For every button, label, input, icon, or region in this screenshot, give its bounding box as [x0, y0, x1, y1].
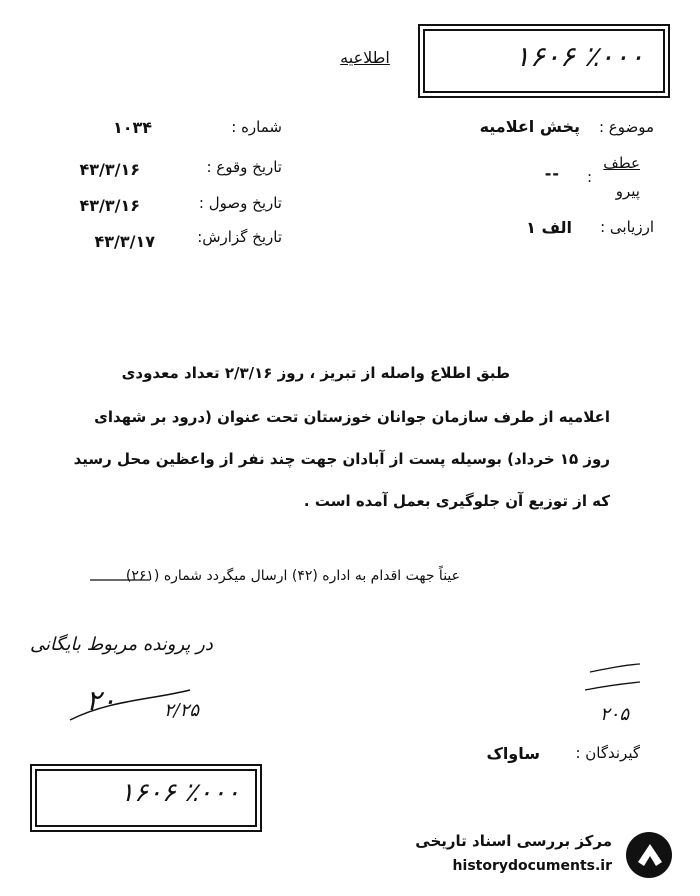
body-line-1: طبق اطلاع واصله از تبریز ، روز ۲/۳/۱۶ تعداد معدودی [121, 364, 510, 382]
recipients-value: ساواک [486, 744, 540, 763]
footer-logo [412, 824, 682, 886]
report-date-value: ۴۳/۳/۱۷ [94, 232, 155, 251]
body-line-4: که از توزیع آن جلوگیری بعمل آمده است . [303, 492, 610, 510]
recipients-label: گیرندگان : [575, 744, 640, 762]
body-line-3: روز ۱۵ خرداد) بوسیله پست از آبادان جهت چند نفر از واعظین محل رسید [73, 450, 610, 468]
reference-colon: : [586, 168, 592, 186]
assessment-label: ارزیابی : [600, 218, 654, 236]
handwritten-date: ۲/۲۵ [164, 700, 200, 721]
receipt-date-label: تاریخ وصول : [198, 194, 282, 212]
handwritten-archive-note: در پرونده مربوط بایگانی [30, 634, 213, 655]
forward-note: عیناً جهت اقدام به اداره (۴۲) ارسال میگردد شماره (۲۶۱) [125, 568, 460, 584]
handwritten-right-note: ۲۰۵ [600, 704, 630, 725]
bottom-stamp-text: ۱۶۰۶ ٪۰۰۰ [120, 778, 240, 808]
top-stamp-text: ۱۶۰۶ ٪۰۰۰ [514, 40, 644, 73]
body-line-2: اعلامیه از طرف سازمان جوانان خوزستان تحت عنوان (درود بر شهدای [94, 408, 610, 426]
event-date-label: تاریخ وقوع : [206, 158, 282, 176]
receipt-date-value: ۴۳/۳/۱۶ [79, 196, 140, 215]
event-date-value: ۴۳/۳/۱۶ [79, 160, 140, 179]
report-date-label: تاریخ گزارش: [197, 228, 282, 246]
handwritten-initial: ۲۰ [86, 684, 117, 717]
number-value: ۱۰۳۴ [112, 118, 152, 137]
document-title: اطلاعیه [340, 48, 390, 67]
logo-mark-icon [626, 832, 672, 878]
subject-value: پخش اعلامیه [479, 117, 580, 136]
footer-org-name: مرکز بررسی اسناد تاریخی [415, 832, 612, 850]
reference-value: -- [544, 164, 560, 183]
reference-label: عطف [603, 154, 640, 172]
number-label: شماره : [231, 118, 282, 136]
subject-label: موضوع : [598, 118, 654, 136]
assessment-value: الف ۱ [526, 218, 572, 237]
footer-site: historydocuments.ir [452, 858, 612, 874]
bottom-stamp [30, 764, 262, 832]
reference-sub-label: پیرو [615, 182, 640, 200]
